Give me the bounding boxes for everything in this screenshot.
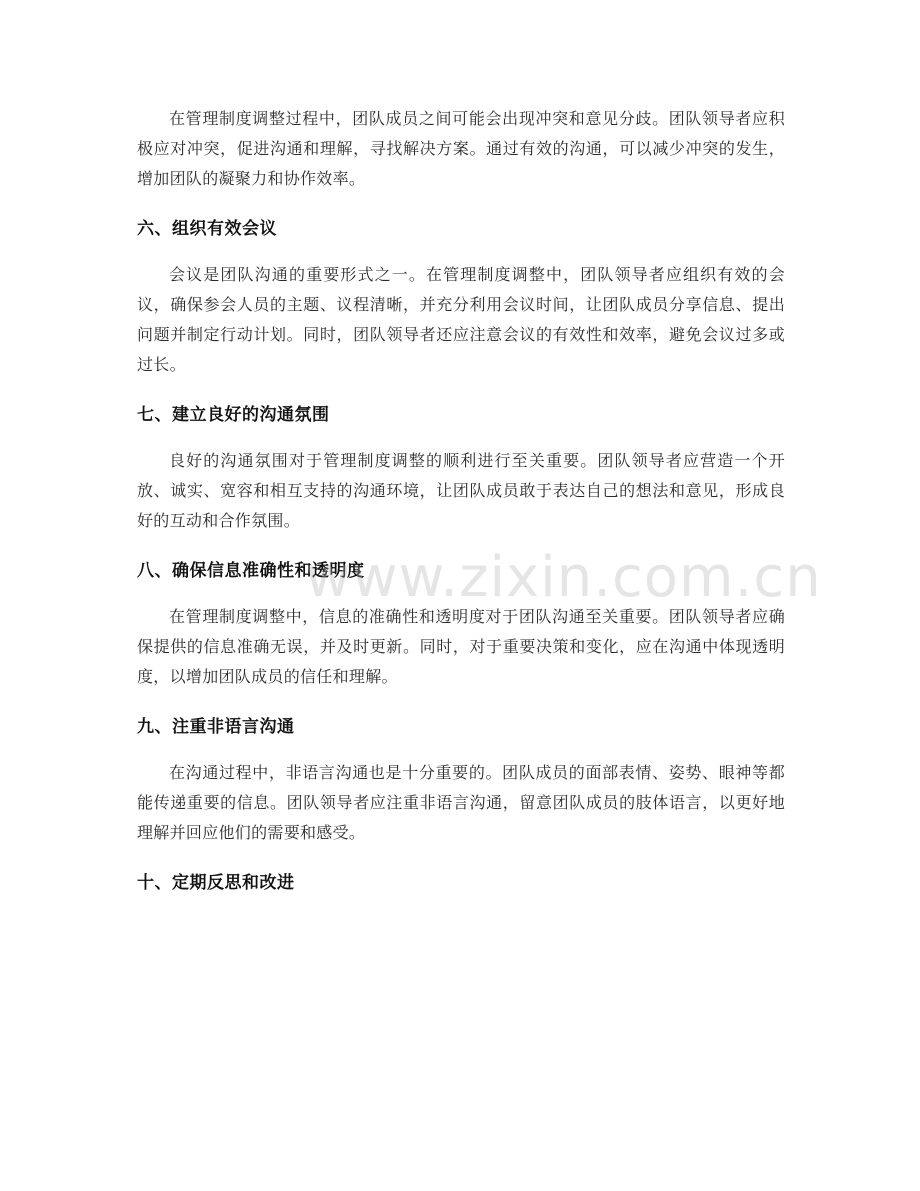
section-7 — [137, 400, 785, 536]
section-body: 在沟通过程中，非语言沟通也是十分重要的。团队成员的面部表情、姿势、眼神等都能传递重要的信息。团队领导者应注重非语言沟通，留意团队成员的肢体语言，以更好地理解并回应他们的需要和感受。 — [137, 763, 785, 842]
section-9 — [137, 712, 785, 848]
section-heading: 七、建立良好的沟通氛围 — [137, 405, 330, 425]
section-body: 在管理制度调整中，信息的准确性和透明度对于团队沟通至关重要。团队领导者应确保提供的信息准确无误，并及时更新。同时，对于重要决策和变化，应在沟通中体现透明度，以增加团队成员的信任和理解。 — [137, 607, 785, 686]
section-heading: 九、注重非语言沟通 — [137, 717, 295, 737]
section-heading: 八、确保信息准确性和透明度 — [137, 561, 365, 581]
section-8 — [137, 556, 785, 692]
watermark: www.zixin.com.cn — [305, 545, 822, 610]
section-heading: 六、组织有效会议 — [137, 219, 277, 239]
section-heading: 十、定期反思和改进 — [137, 873, 295, 893]
section-6 — [137, 214, 785, 380]
intro-paragraph: 在管理制度调整过程中，团队成员之间可能会出现冲突和意见分歧。团队领导者应积极应对冲突，促进沟通和理解，寻找解决方案。通过有效的沟通，可以减少冲突的发生，增加团队的凝聚力和协作效率。 — [137, 109, 785, 188]
section-10 — [137, 868, 785, 898]
section-body: 会议是团队沟通的重要形式之一。在管理制度调整中，团队领导者应组织有效的会议，确保参会人员的主题、议程清晰，并充分利用会议时间，让团队成员分享信息、提出问题并制定行动计划。同时，团队领导者还应注意会议的有效性和效率，避免会议过多或过长。 — [137, 265, 785, 374]
document-page — [137, 104, 785, 918]
section-body: 良好的沟通氛围对于管理制度调整的顺利进行至关重要。团队领导者应营造一个开放、诚实、宽容和相互支持的沟通环境，让团队成员敢于表达自己的想法和意见，形成良好的互动和合作氛围。 — [137, 451, 785, 530]
